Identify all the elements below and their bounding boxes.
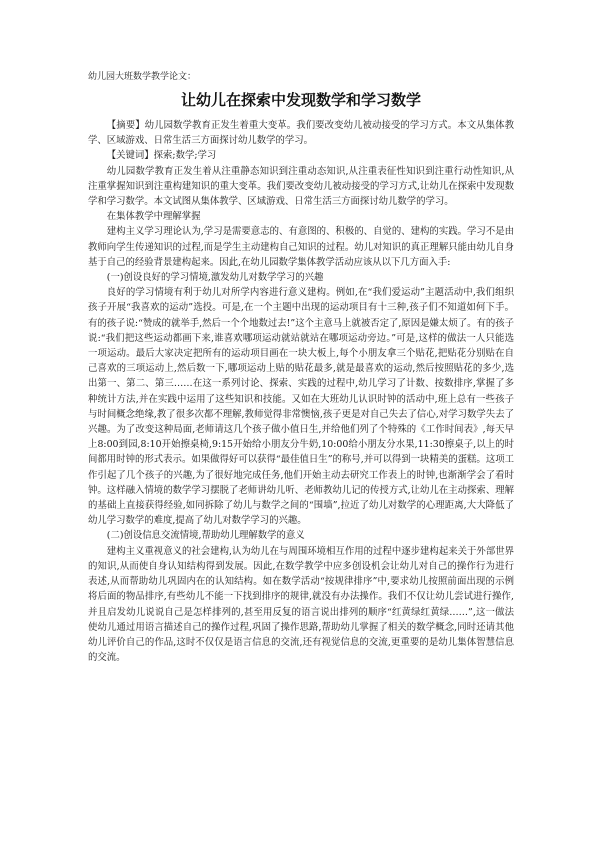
subsection1-paragraph: 良好的学习情境有利于幼儿对所学内容进行意义建构。例如,在“我们爱运动”主题活动中,我们组织孩子开展“我喜欢的运动”选投。可是,在一个主题中出现的运动项目有十三种,孩子们不知道如何下手。有的孩子说:“赞成的就举手,然后一个个地数过去!”这个主意马上就被否定了,原因是嫌太烦了。有的孩子说:“我们把这些运动都画下来,谁喜欢哪项运动就站就站在哪项运动旁边。”可是,这样的做法一人只能选一项运动。最后大家决定把所有的运动项目画在一块大板上,每个小朋友拿三个贴花,把贴花分别贴在自己喜欢的三项运动上,然后数一下,哪项运动上贴的贴花最多,就是最喜欢的运动,然后按照贴花的多少,选出第一、第二、第三……在这一系列讨论、探索、实践的过程中,幼儿学习了计数、按数排序,掌握了多种统计方法,并在实践中运用了这些知识和技能。又如在大班幼儿认识时钟的活动中,班上总有一些孩子与时间概念绝缘,教了很多次都不理解,教师觉得非常懊恼,孩子更是对自己失去了信心,对学习数学失去了兴趣。为了改变这种局面,老师请这几个孩子做小值日生,并给他们列了个特殊的《工作时间表》,每天早上8:00到园,8:10开始擦桌椅,9:15开始给小朋友分牛奶,10:00给小朋友分水果,11:30擦桌子,以上的时间都用时钟的形式表示。如果做得好可以获得“最佳值日生”的称号,并可以得到一块精美的蛋糕。这项工作引起了几个孩子的兴趣,为了很好地完成任务,他们开始主动去研究工作表上的时钟,也渐渐学会了看时钟。这样融入情境的数学学习摆脱了老师讲幼儿听、老师教幼儿记的传授方式,让幼儿在主动探索、理解的基础上直接获得经验,如同拆除了幼儿与数学之间的“围墙”,拉近了幼儿对数学的心理距离,大大降低了幼儿学习数学的难度,提高了幼儿对数学学习的兴趣。 [88,287,514,527]
document-page [88,70,514,665]
document-category-label: 幼儿园大班数学教学论文： [88,72,197,82]
subsection-heading-1: (一)创设良好的学习情境,激发幼儿对数学学习的兴趣 [106,272,324,284]
abstract-paragraph: 【摘要】幼儿园数学教育正发生着重大变革。我们要改变幼儿被动接受的学习方式。本文从集体教学、区域游戏、日常生活三方面探讨幼儿数学的学习。 [88,120,514,147]
section1-paragraph: 建构主义学习理论认为,学习是需要意志的、有意图的、积极的、自觉的、建构的实践。学习不是由教师向学生传递知识的过程,而是学生主动建构自己知识的过程。幼儿对知识的真正理解只能由幼儿自身基于自己的经验背景建构起来。因此,在幼儿园数学集体教学活动应该从以下几方面入手: [88,226,514,268]
subsection2-paragraph: 建构主义重视意义的社会建构,认为幼儿在与周围环境相互作用的过程中逐步建构起来关于外部世界的知识,从而使自身认知结构得到发展。因此,在数学教学中应多创设机会让幼儿对自己的操作行为进行表述,从而帮助幼儿巩固内在的认知结构。如在数学活动“按规律排序”中,要求幼儿按照前面出现的示例将后面的物品排序,有些幼儿不能一下找到排序的规律,就没有办法操作。我们不仅让幼儿尝试进行操作,并且启发幼儿说说自己是怎样排列的,甚至用反复的语言说出排列的顺序“红黄绿红黄绿……”,这一做法使幼儿通过用语言描述自己的操作过程,巩固了操作思路,帮助幼儿掌握了相关的数学概念,同时还请其他幼儿评价自己的作品,这时不仅仅是语言信息的交流,还有视觉信息的交流,更重要的是幼儿集体智慧信息的交流。 [88,545,514,664]
section-heading-collective-teaching: 在集体教学中理解掌握 [106,211,201,223]
keywords-paragraph: 【关键词】探索;数学;学习 [106,150,217,162]
document-title: 让幼儿在探索中发现数学和学习数学 [180,91,421,109]
subsection-heading-2: (二)创设信息交流情境,帮助幼儿理解数学的意义 [106,530,305,542]
intro-paragraph: 幼儿园数学教育正发生着从注重静态知识到注重动态知识,从注重表征性知识到注重行动性知识,从注重掌握知识到注重构建知识的重大变革。我们要改变幼儿被动接受的学习方式,让幼儿在探索中发现数学和学习数学。本文试图从集体教学、区域游戏、日常生活三方面探讨幼儿数学的学习。 [88,165,514,208]
